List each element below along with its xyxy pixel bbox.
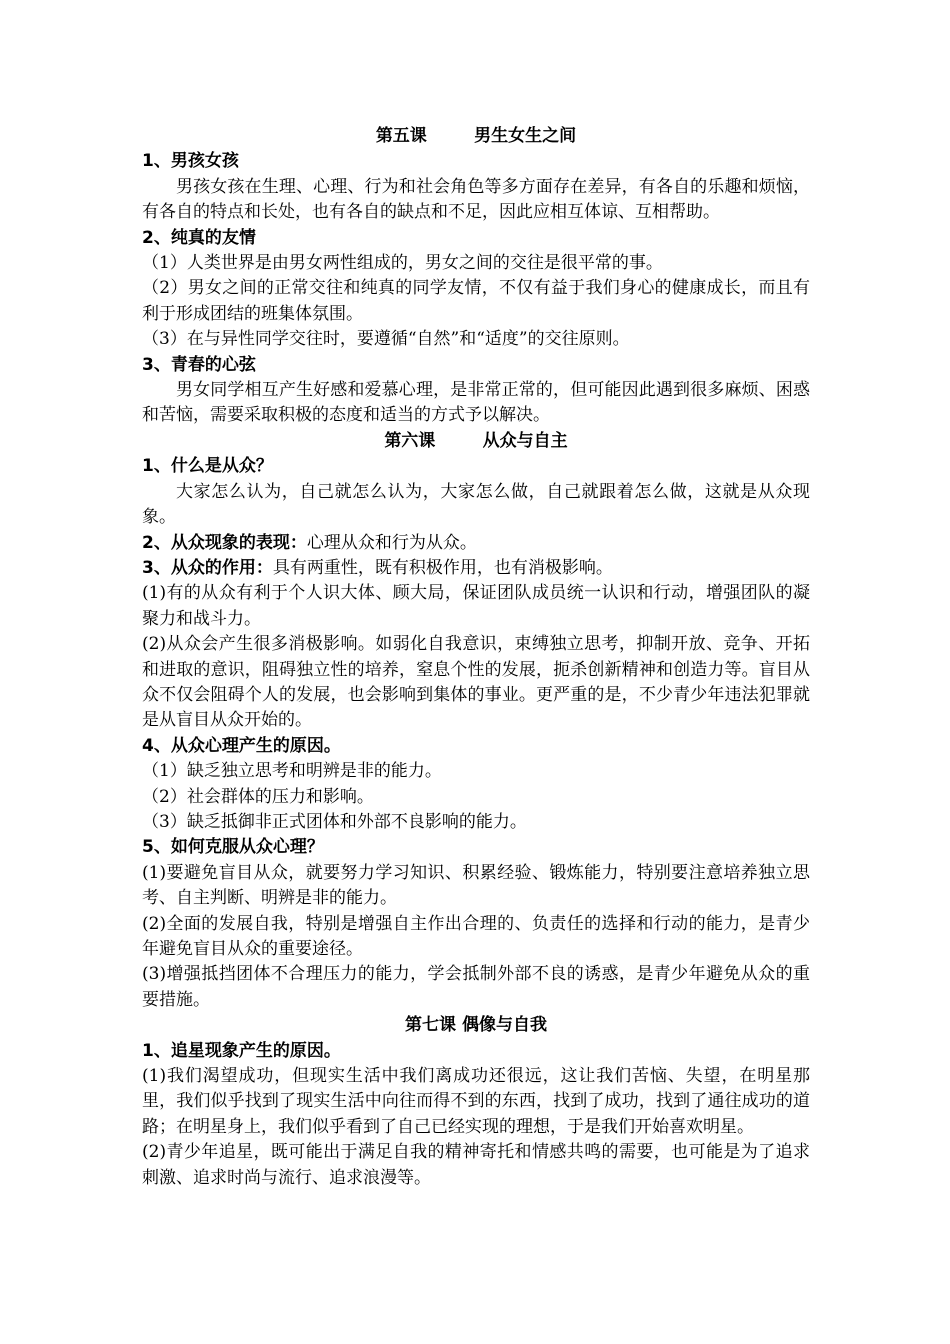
lesson5-section1-heading: 1、男孩女孩 [142,151,239,172]
lesson6-section3-line [142,556,810,581]
lesson7-title: 第七课 偶像与自我 [405,1015,547,1036]
lesson5-title: 第五课 男生女生之间 [375,126,577,146]
lesson6-section5-item1: (1)要避免盲目从众，就要努力学习知识、积累经验、锻炼能力，特别要注意培养独立思考、自主判断、明辨是非的能力。 [142,862,810,909]
lesson5-section2-item1: （1）人类世界是由男女两性组成的，男女之间的交往是很平常的事。 [142,253,663,274]
lesson6-section1-paragraph: 大家怎么认为，自己就怎么认为，大家怎么做，自己就跟着怎么做，这就是从众现象。 [142,481,810,528]
lesson6-section5-item3: (3)增强抵挡团体不合理压力的能力，学会抵制外部不良的诱惑，是青少年避免从众的重要措施。 [142,964,810,1010]
lesson5-section3-heading: 3、青春的心弦 [142,354,256,375]
lesson6-section3-item1: (1)有的从众有利于个人识大体、顾大局，保证团队成员统一认识和行动，增强团队的凝聚力和战斗力。 [142,583,810,629]
lesson6-section4-item3: （3）缺乏抵御非正式团体和外部不良影响的能力。 [142,811,527,832]
lesson6-section4-heading: 4、从众心理产生的原因。 [142,735,341,756]
lesson6-section4-item1: （1）缺乏独立思考和明辨是非的能力。 [142,761,442,782]
lesson6-section3-text: 具有两重性，既有积极作用，也有消极影响。 [272,557,613,578]
lesson5-section3-paragraph: 男女同学相互产生好感和爱慕心理，是非常正常的，但可能因此遇到很多麻烦、困惑和苦恼，需要采取积极的态度和适当的方式予以解决。 [142,380,810,426]
lesson6-section2-line [142,531,810,556]
lesson6-section2-text: 心理从众和行为从众。 [306,532,477,553]
lesson6-section1-heading: 1、什么是从众？ [142,456,273,477]
lesson6-section3-heading: 3、从众的作用： [142,557,273,578]
lesson7-section1-item2: (2)青少年追星，既可能出于满足自我的精神寄托和情感共鸣的需要，也可能是为了追求刺激、追求时尚与流行、追求浪漫等。 [142,1142,810,1188]
lesson6-section3-item2: (2)从众会产生很多消极影响。如弱化自我意识，束缚独立思考，抑制开放、竞争、开拓和进取的意识，阻碍独立性的培养，窒息个性的发展，扼杀创新精神和创造力等。盲目从众不仅会阻碍个人的发展，也会影响到集体的事业。更严重的是，不少青少年违法犯罪就是从盲目从众开始的。 [142,634,810,731]
lesson6-section5-item2: (2)全面的发展自我，特别是增强自主作出合理的、负责任的选择和行动的能力，是青少年避免盲目从众的重要途径。 [142,913,810,959]
lesson5-section2-item3: （3）在与异性同学交往时，要遵循“自然”和“适度”的交往原则。 [142,329,630,350]
lesson6-section5-heading: 5、如何克服从众心理？ [142,837,324,858]
lesson7-section1-item1: (1)我们渴望成功，但现实生活中我们离成功还很远，这让我们苦恼、失望，在明星那里，我们似乎找到了现实生活中向往而得不到的东西，找到了成功，找到了通往成功的道路；在明星身上，我们似乎看到了自己已经实现的理想，于是我们开始喜欢明星。 [142,1066,810,1137]
lesson6-title: 第六课 从众与自主 [384,430,568,451]
lesson5-section2-heading: 2、纯真的友情 [142,227,256,248]
lesson6-section2-heading: 2、从众现象的表现： [142,532,307,553]
lesson6-section4-item2: （2）社会群体的压力和影响。 [142,786,374,807]
lesson5-section1-paragraph: 男孩女孩在生理、心理、行为和社会角色等多方面存在差异，有各自的乐趣和烦恼，有各自的特点和长处，也有各自的缺点和不足，因此应相互体谅、互相帮助。 [142,176,810,223]
lesson7-section1-heading: 1、追星现象产生的原因。 [142,1040,341,1061]
lesson5-section2-item2: （2）男女之间的正常交往和纯真的同学友情，不仅有益于我们身心的健康成长，而且有利于形成团结的班集体氛围。 [142,278,810,324]
